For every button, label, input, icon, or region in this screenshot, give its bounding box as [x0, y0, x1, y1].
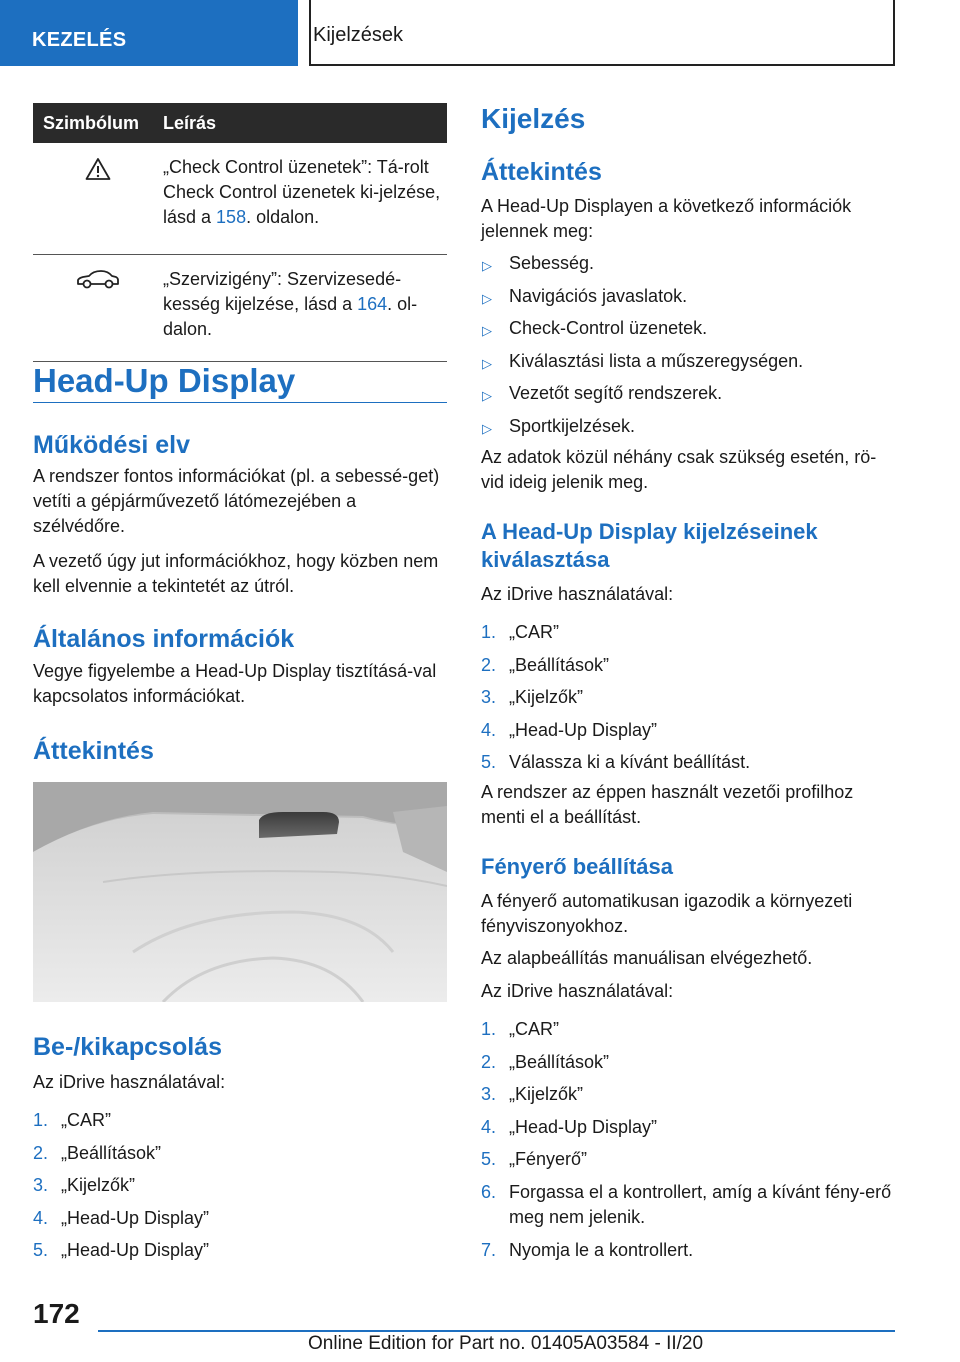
onoff-steps	[33, 1108, 447, 1271]
symbol-table	[33, 103, 447, 362]
chapter-tab[interactable]: KEZELÉS	[0, 0, 298, 66]
page-link[interactable]: 164	[357, 294, 388, 314]
list-item: 7. Nyomja le a kontrollert.	[481, 1239, 694, 1260]
list-item: 4. „Head-Up Display”	[33, 1207, 210, 1228]
page-link[interactable]: 158	[216, 207, 247, 227]
heading-overview-right: Áttekintés	[481, 158, 602, 186]
title-rule	[33, 402, 447, 403]
list-item: 4. „Head-Up Display”	[481, 719, 658, 740]
table-cell-description: „Szervizigény”: Szervizesedé-kesség kijelzése, lásd a 164. ol-dalon.	[163, 269, 418, 339]
heading-general: Általános információk	[33, 625, 295, 653]
list-item: ▷ Sebesség.	[481, 251, 895, 284]
brightness-steps	[481, 1017, 895, 1270]
list-item: ▷ Navigációs javaslatok.	[481, 284, 895, 317]
paragraph: Az adatok közül néhány csak szükség esetén, rö-vid ideig jelenik meg.	[481, 447, 877, 492]
list-item: ▷ Kiválasztási lista a műszeregységen.	[481, 349, 895, 382]
list-item: ▷ Sportkijelzések.	[481, 414, 895, 447]
heading-onoff: Be-/kikapcsolás	[33, 1033, 222, 1061]
car-service-icon	[75, 269, 121, 351]
heading-display: Kijelzés	[481, 103, 586, 134]
list-item: 2. „Beállítások”	[481, 654, 610, 675]
symbol-table-header	[33, 103, 447, 143]
list-item: 6. Forgassa el a kontrollert, amíg a kívánt fény-erő meg nem jelenik.	[481, 1181, 892, 1227]
list-item: 2. „Beállítások”	[481, 1051, 610, 1072]
list-item: ▷ Vezetőt segítő rendszerek.	[481, 381, 895, 414]
heading-brightness: Fényerő beállítása	[481, 854, 673, 879]
heading-principle: Működési elv	[33, 431, 190, 459]
page-title: Head-Up Display	[33, 362, 296, 399]
heading-overview: Áttekintés	[33, 737, 154, 765]
column-header-description: Leírás	[163, 112, 217, 133]
paragraph: Az alapbeállítás manuálisan elvégezhető.	[481, 948, 813, 968]
bullet-triangle-icon: ▷	[482, 258, 492, 273]
bullet-triangle-icon: ▷	[482, 388, 492, 403]
paragraph: A rendszer fontos információkat (pl. a sebessé-get) vetíti a gépjárművezető látómezejében a szélvédőre.	[33, 466, 440, 536]
page-number: 172	[33, 1298, 80, 1329]
paragraph: Az iDrive használatával:	[481, 981, 674, 1001]
paragraph: Az iDrive használatával:	[33, 1072, 226, 1092]
paragraph: A fényerő automatikusan igazodik a környezeti fényviszonyokhoz.	[481, 891, 853, 936]
bullet-triangle-icon: ▷	[482, 355, 492, 371]
list-item: 2. „Beállítások”	[33, 1142, 162, 1163]
paragraph: A vezető úgy jut információkhoz, hogy közben nem kell elvennie a tekintetét az útról.	[33, 551, 439, 596]
table-row	[33, 143, 447, 255]
table-cell-description: „Check Control üzenetek”: Tá-rolt Check Control üzenetek ki-jelzése, lásd a 158. oldalon.	[163, 157, 441, 227]
list-item: 3. „Kijelzők”	[481, 687, 584, 707]
paragraph: A Head-Up Displayen a következő információk jelennek meg:	[481, 196, 852, 241]
list-item: 5. Válassza ki a kívánt beállítást.	[481, 752, 751, 772]
paragraph: A rendszer az éppen használt vezetői profilhoz menti el a beállítást.	[481, 782, 854, 827]
warning-triangle-icon	[85, 157, 111, 244]
list-item: ▷ Check-Control üzenetek.	[481, 316, 895, 349]
select-steps	[481, 620, 895, 783]
list-item: 1. „CAR”	[481, 1019, 559, 1039]
list-item: 1. „CAR”	[481, 622, 559, 642]
list-item: 1. „CAR”	[33, 1110, 111, 1130]
bullet-triangle-icon: ▷	[482, 290, 492, 306]
table-row	[33, 255, 447, 362]
list-item: 5. „Fényerő”	[481, 1149, 588, 1169]
hud-photo	[33, 782, 447, 1002]
paragraph: Vegye figyelembe a Head-Up Display tisztításá-val kapcsolatos információkat.	[33, 661, 437, 706]
bullet-triangle-icon: ▷	[482, 420, 492, 436]
footer-rule	[98, 1330, 895, 1332]
list-item: 3. „Kijelzők”	[33, 1175, 136, 1195]
edition-footer: Online Edition for Part no. 01405A03584 - II/20	[308, 1333, 704, 1354]
column-header-symbol: Szimbólum	[43, 112, 140, 133]
list-item: 3. „Kijelzők”	[481, 1084, 584, 1104]
section-title: Kijelzések	[313, 24, 404, 46]
paragraph: Az iDrive használatával:	[481, 584, 674, 604]
overview-items	[481, 251, 895, 446]
bullet-triangle-icon: ▷	[482, 323, 492, 338]
list-item: 5. „Head-Up Display”	[33, 1240, 210, 1260]
list-item: 4. „Head-Up Display”	[481, 1116, 658, 1137]
heading-select: A Head-Up Display kijelzéseinek kiválasztása	[481, 519, 818, 572]
